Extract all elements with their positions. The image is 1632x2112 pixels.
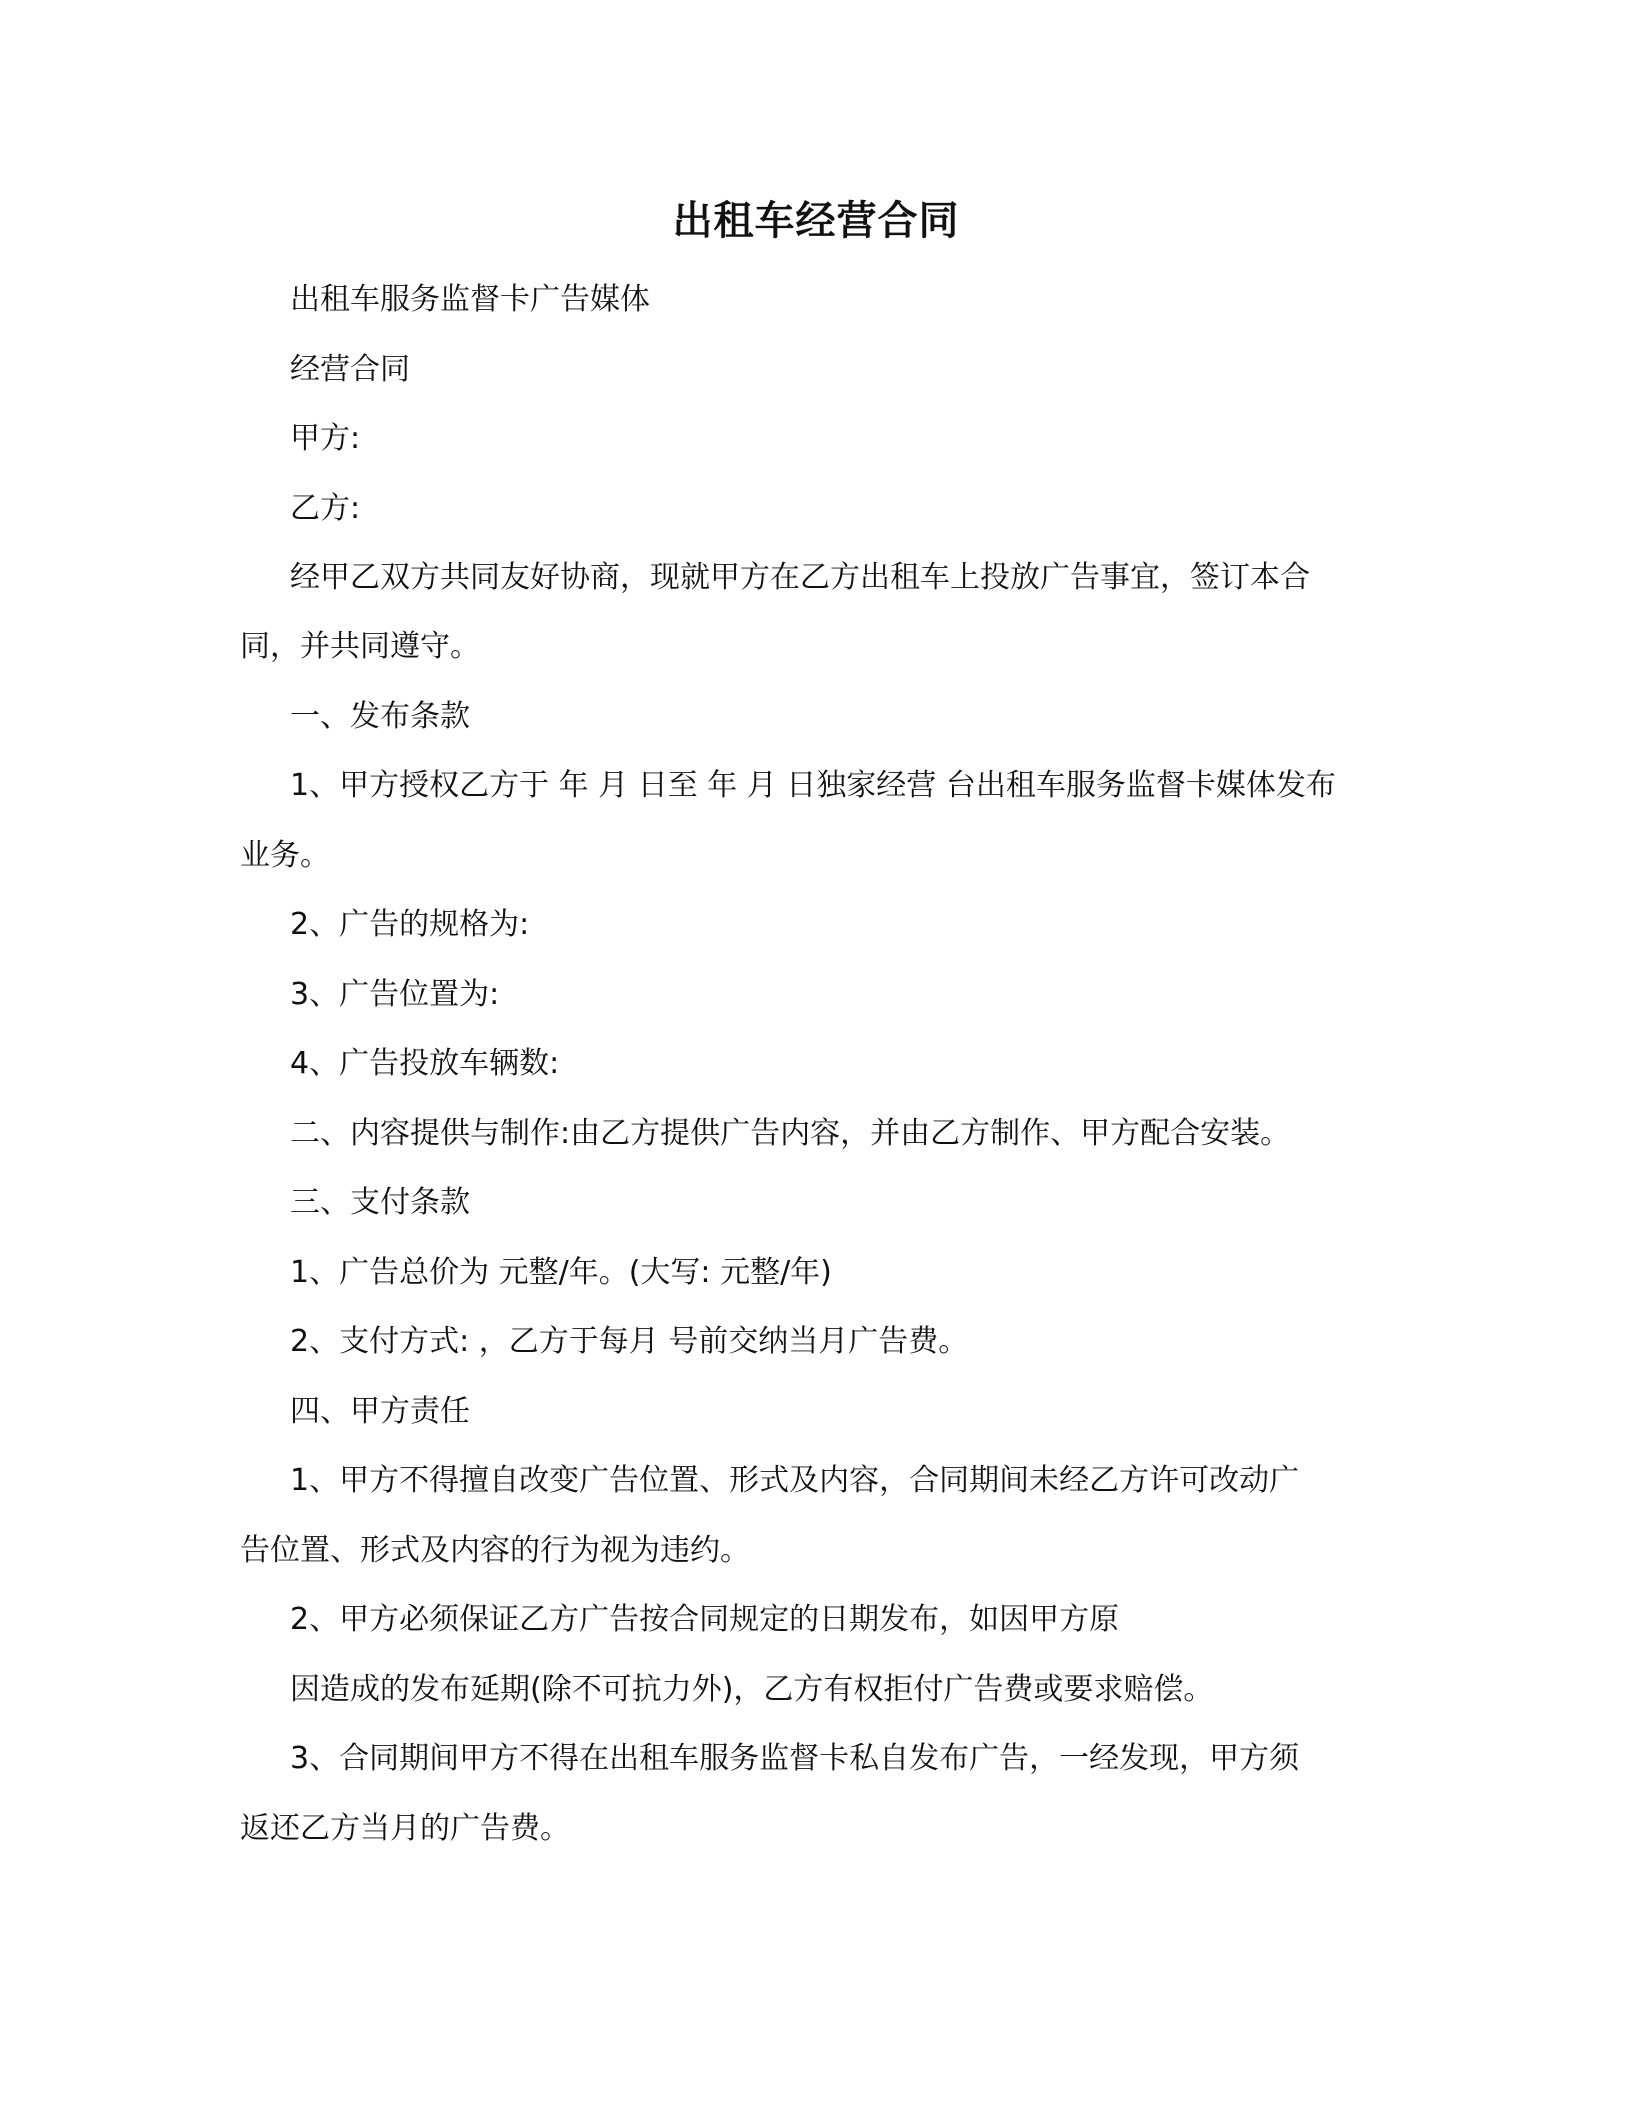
paragraph-line: 甲方: (290, 421, 361, 456)
paragraph-line: 出租车服务监督卡广告媒体 (290, 282, 650, 317)
document-title: 出租车经营合同 (672, 198, 960, 244)
section-heading: 三、支付条款 (290, 1185, 470, 1220)
paragraph-line: 同，并共同遵守。 (240, 629, 480, 664)
paragraph-line: 经营合同 (290, 352, 410, 387)
section-heading: 四、甲方责任 (290, 1394, 470, 1429)
paragraph-line: 2、甲方必须保证乙方广告按合同规定的日期发布，如因甲方原 (290, 1602, 1120, 1637)
paragraph-line: 2、支付方式: ，乙方于每月 号前交纳当月广告费。 (290, 1324, 969, 1359)
section-heading: 二、内容提供与制作:由乙方提供广告内容，并由乙方制作、甲方配合安装。 (290, 1116, 1291, 1151)
paragraph-line: 1、广告总价为 元整/年。(大写: 元整/年) (290, 1255, 832, 1290)
paragraph-line: 1、甲方授权乙方于 年 月 日至 年 月 日独家经营 台出租车服务监督卡媒体发布 (290, 768, 1336, 803)
paragraph-line: 2、广告的规格为: (290, 907, 530, 942)
paragraph-line: 1、甲方不得擅自改变广告位置、形式及内容，合同期间未经乙方许可改动广 (290, 1463, 1300, 1498)
paragraph-line: 4、广告投放车辆数: (290, 1046, 560, 1081)
paragraph-line: 返还乙方当月的广告费。 (240, 1811, 570, 1846)
section-heading: 一、发布条款 (290, 699, 470, 734)
paragraph-line: 告位置、形式及内容的行为视为违约。 (240, 1533, 750, 1568)
paragraph-line: 因造成的发布延期(除不可抗力外)，乙方有权拒付广告费或要求赔偿。 (290, 1672, 1214, 1707)
paragraph-line: 经甲乙双方共同友好协商，现就甲方在乙方出租车上投放广告事宜，签订本合 (290, 560, 1310, 595)
paragraph-line: 3、合同期间甲方不得在出租车服务监督卡私自发布广告，一经发现，甲方须 (290, 1741, 1300, 1776)
paragraph-line: 3、广告位置为: (290, 977, 500, 1012)
paragraph-line: 业务。 (240, 838, 330, 873)
paragraph-line: 乙方: (290, 491, 361, 526)
